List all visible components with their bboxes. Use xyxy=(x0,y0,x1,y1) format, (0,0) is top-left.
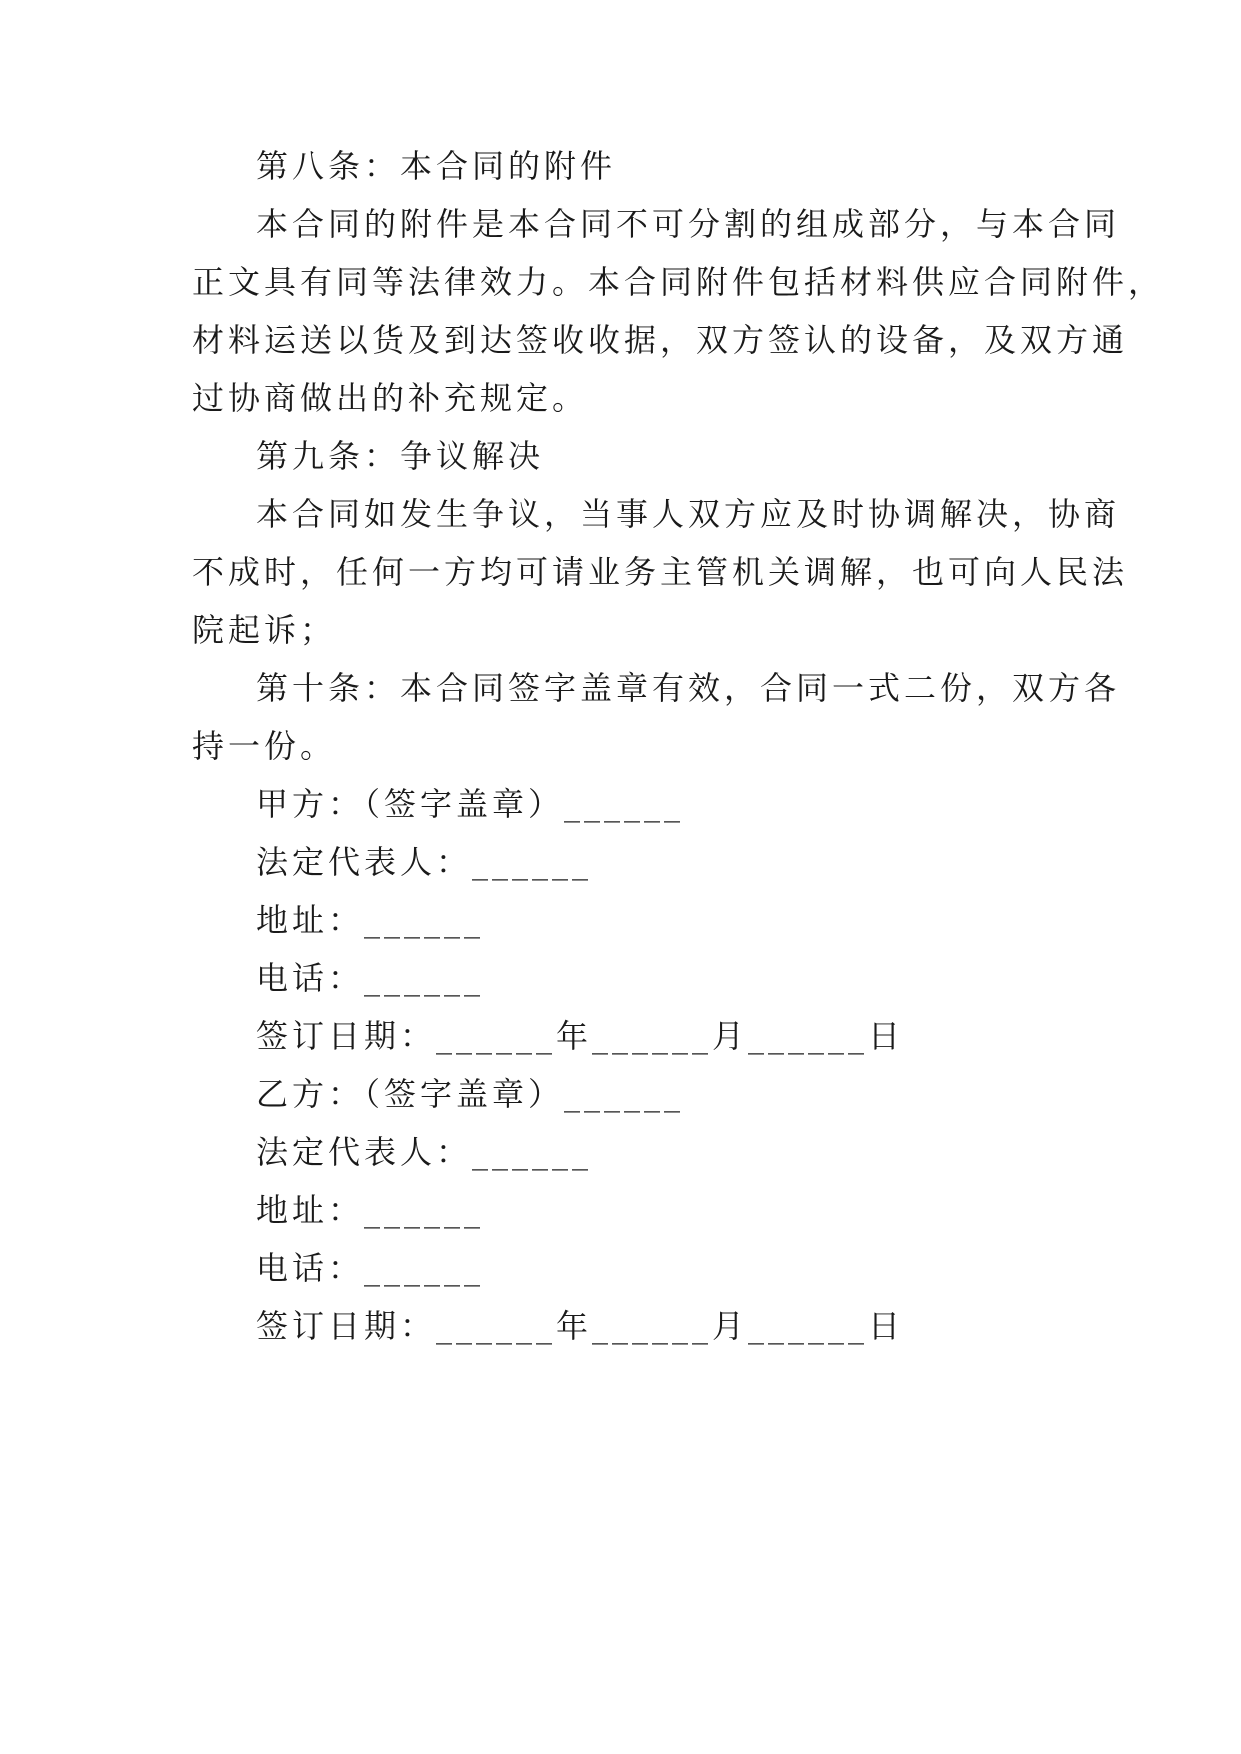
article-9-heading: 第九条：争议解决 xyxy=(256,437,545,475)
article-9-text-line-3: 院起诉； xyxy=(192,611,337,649)
article-8-text-line-4: 过协商做出的补充规定。 xyxy=(192,379,589,417)
party-a-legal-rep: 法定代表人：______ xyxy=(256,843,593,881)
article-10-text-line-1: 第十条：本合同签字盖章有效，合同一式二份，双方各 xyxy=(256,669,1121,707)
article-9-text-line-2: 不成时，任何一方均可请业务主管机关调解，也可向人民法 xyxy=(192,553,1129,591)
party-b-phone: 电话：______ xyxy=(256,1249,485,1287)
article-8-text-line-2: 正文具有同等法律效力。本合同附件包括材料供应合同附件， xyxy=(192,263,1165,301)
party-b-signature: 乙方：（签字盖章）______ xyxy=(256,1075,685,1113)
article-8-text-line-3: 材料运送以货及到达签收收据，双方签认的设备，及双方通 xyxy=(192,321,1129,359)
article-8-text-line-1: 本合同的附件是本合同不可分割的组成部分，与本合同 xyxy=(256,205,1121,243)
party-a-sign-date: 签订日期：______年______月______日 xyxy=(256,1017,905,1055)
party-a-address: 地址：______ xyxy=(256,901,485,939)
party-b-legal-rep: 法定代表人：______ xyxy=(256,1133,593,1171)
party-a-phone: 电话：______ xyxy=(256,959,485,997)
article-9-text-line-1: 本合同如发生争议，当事人双方应及时协调解决，协商 xyxy=(256,495,1121,533)
party-b-sign-date: 签订日期：______年______月______日 xyxy=(256,1307,905,1345)
party-b-address: 地址：______ xyxy=(256,1191,485,1229)
article-10-text-line-2: 持一份。 xyxy=(192,727,337,765)
article-8-heading: 第八条：本合同的附件 xyxy=(256,147,617,185)
party-a-signature: 甲方：（签字盖章）______ xyxy=(256,785,685,823)
